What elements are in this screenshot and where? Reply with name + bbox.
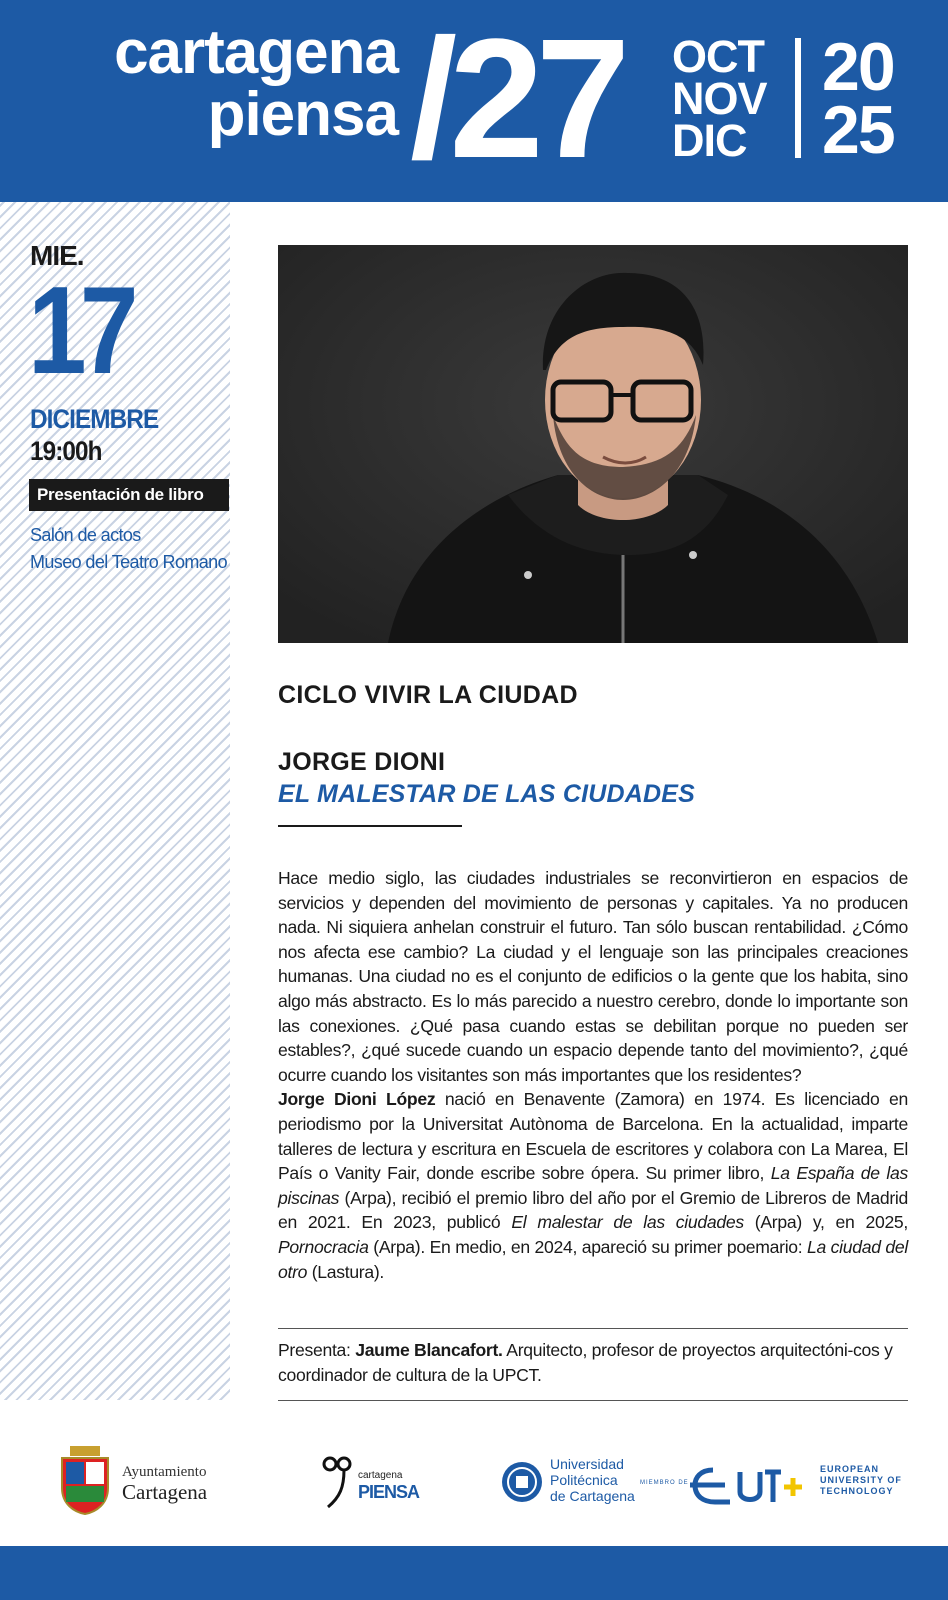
bio-text-2: (Arpa), recibió el premio libro del año por el Gremio de Libreros de Madrid en 2021. En 2023, publicó — [278, 1187, 908, 1233]
upct-seal-icon — [500, 1460, 544, 1504]
logo-ayuntamiento — [56, 1444, 246, 1516]
eut-line-2: UNIVERSITY OF — [820, 1475, 902, 1485]
title-underline — [278, 825, 462, 827]
footer-bar — [0, 1546, 948, 1600]
cp-line-2: PIENSA — [358, 1482, 420, 1502]
book-title: EL MALESTAR DE LAS CIUDADES — [278, 780, 695, 808]
bio-text-5: (Lastura). — [307, 1261, 385, 1282]
upct-line-3: de Cartagena — [550, 1488, 635, 1504]
brand-line-2: piensa — [207, 80, 398, 149]
cp-line-1: cartagena — [358, 1470, 403, 1481]
event-month: DICIEMBRE — [30, 404, 159, 434]
bio-book-3: Pornocracia — [278, 1236, 369, 1257]
separator-top — [278, 1328, 908, 1329]
eut-wordmark-icon — [685, 1460, 815, 1510]
ayto-line-2: Cartagena — [122, 1480, 208, 1504]
presenter-name: Jaume Blancafort. — [355, 1340, 503, 1360]
bio-book-1: La España de las piscinas — [278, 1163, 908, 1208]
logo-upct — [500, 1454, 650, 1518]
year-top: 20 — [822, 29, 894, 105]
coat-of-arms-icon — [56, 1444, 114, 1516]
venue-line-1: Salón de actos — [30, 525, 141, 545]
eut-member-label: MIEMBRO DE — [640, 1480, 689, 1486]
bio-text-1: nació en Benavente (Zamora) en 1974. Es licenciado en periodismo por la Universitat Autònoma de Barcelona. En la actualidad, imparte talleres de lectura y escritura en Escuela de escritores y colabora con La Marea, El País o Vanity Fair, donde escribe sobre ópera. Su primer libro, — [278, 1089, 909, 1184]
month-nov: NOV — [672, 73, 767, 124]
year — [822, 29, 894, 168]
event-time: 19:00h — [30, 436, 102, 466]
eut-text — [820, 1464, 902, 1497]
bio-book-4: La ciudad del otro — [278, 1236, 908, 1282]
edition-number: /27 — [410, 4, 623, 194]
presenter-label: Presenta: — [278, 1340, 356, 1360]
author-name: JORGE DIONI — [278, 748, 446, 776]
presenter-description: Arquitecto, profesor de proyectos arquitectóni-cos y coordinador de cultura de la UPCT. — [278, 1340, 893, 1385]
upct-line-1: Universidad — [550, 1456, 624, 1472]
upct-text — [550, 1456, 635, 1504]
brand-wordmark — [52, 18, 398, 149]
presenter-text — [278, 1338, 908, 1388]
header-banner — [0, 0, 948, 202]
author-photo — [278, 245, 908, 643]
event-weekday: MIE. — [30, 240, 84, 271]
bio-name: Jorge Dioni López — [278, 1089, 436, 1110]
month-dic: DIC — [672, 115, 747, 166]
upct-line-2: Politécnica — [550, 1472, 618, 1488]
description-text — [278, 866, 908, 1284]
month-oct: OCT — [672, 31, 764, 82]
venue-line-2: Museo del Teatro Romano — [30, 552, 227, 572]
eut-line-3: TECHNOLOGY — [820, 1486, 894, 1496]
cartagena-piensa-icon — [320, 1452, 356, 1512]
cycle-title: CICLO VIVIR LA CIUDAD — [278, 681, 578, 709]
separator-bottom — [278, 1400, 908, 1401]
ayto-line-1: Ayuntamiento — [122, 1464, 207, 1480]
bio-text-4: (Arpa). En medio, en 2024, apareció su primer poemario: — [368, 1236, 808, 1257]
logo-cartagena-piensa — [320, 1452, 420, 1522]
header-divider — [795, 38, 801, 158]
logo-eut — [640, 1460, 910, 1512]
months-list — [672, 31, 767, 166]
event-day: 17 — [28, 262, 132, 400]
year-bottom: 25 — [822, 92, 894, 168]
event-type-badge: Presentación de libro — [29, 479, 229, 511]
description-paragraph: Hace medio siglo, las ciudades industriales se reconvirtieron en espacios de servicios y dependen del movimiento de personas y capitales. Ya no producen nada. Ni siquiera anhelan construir el futuro. Tan sólo buscan rentabilidad. ¿Cómo nos afecta ese cambio? La ciudad y el lenguaje son las principales creaciones humanas. Una ciudad no es el conjunto de edificios o la gente que los habita, sino algo más abstracto. Es lo más parecido a nuestro cerebro, donde lo importante son las conexiones. ¿Qué pasa cuando estas se debilitan porque no pueden ser estables?, ¿qué sucede cuando un espacio depende tanto del movimiento?, ¿qué ocurre cuando los visitantes son más importantes que los residentes? — [278, 868, 908, 1085]
bio-text-3: (Arpa) y, en 2025, — [743, 1212, 908, 1233]
event-venue — [30, 522, 227, 576]
portrait-illustration — [278, 245, 908, 643]
brand-line-1: cartagena — [114, 18, 398, 87]
bio-book-2: El malestar de las ciudades — [511, 1212, 744, 1233]
bio-paragraph — [278, 1087, 908, 1284]
eut-line-1: EUROPEAN — [820, 1464, 880, 1474]
